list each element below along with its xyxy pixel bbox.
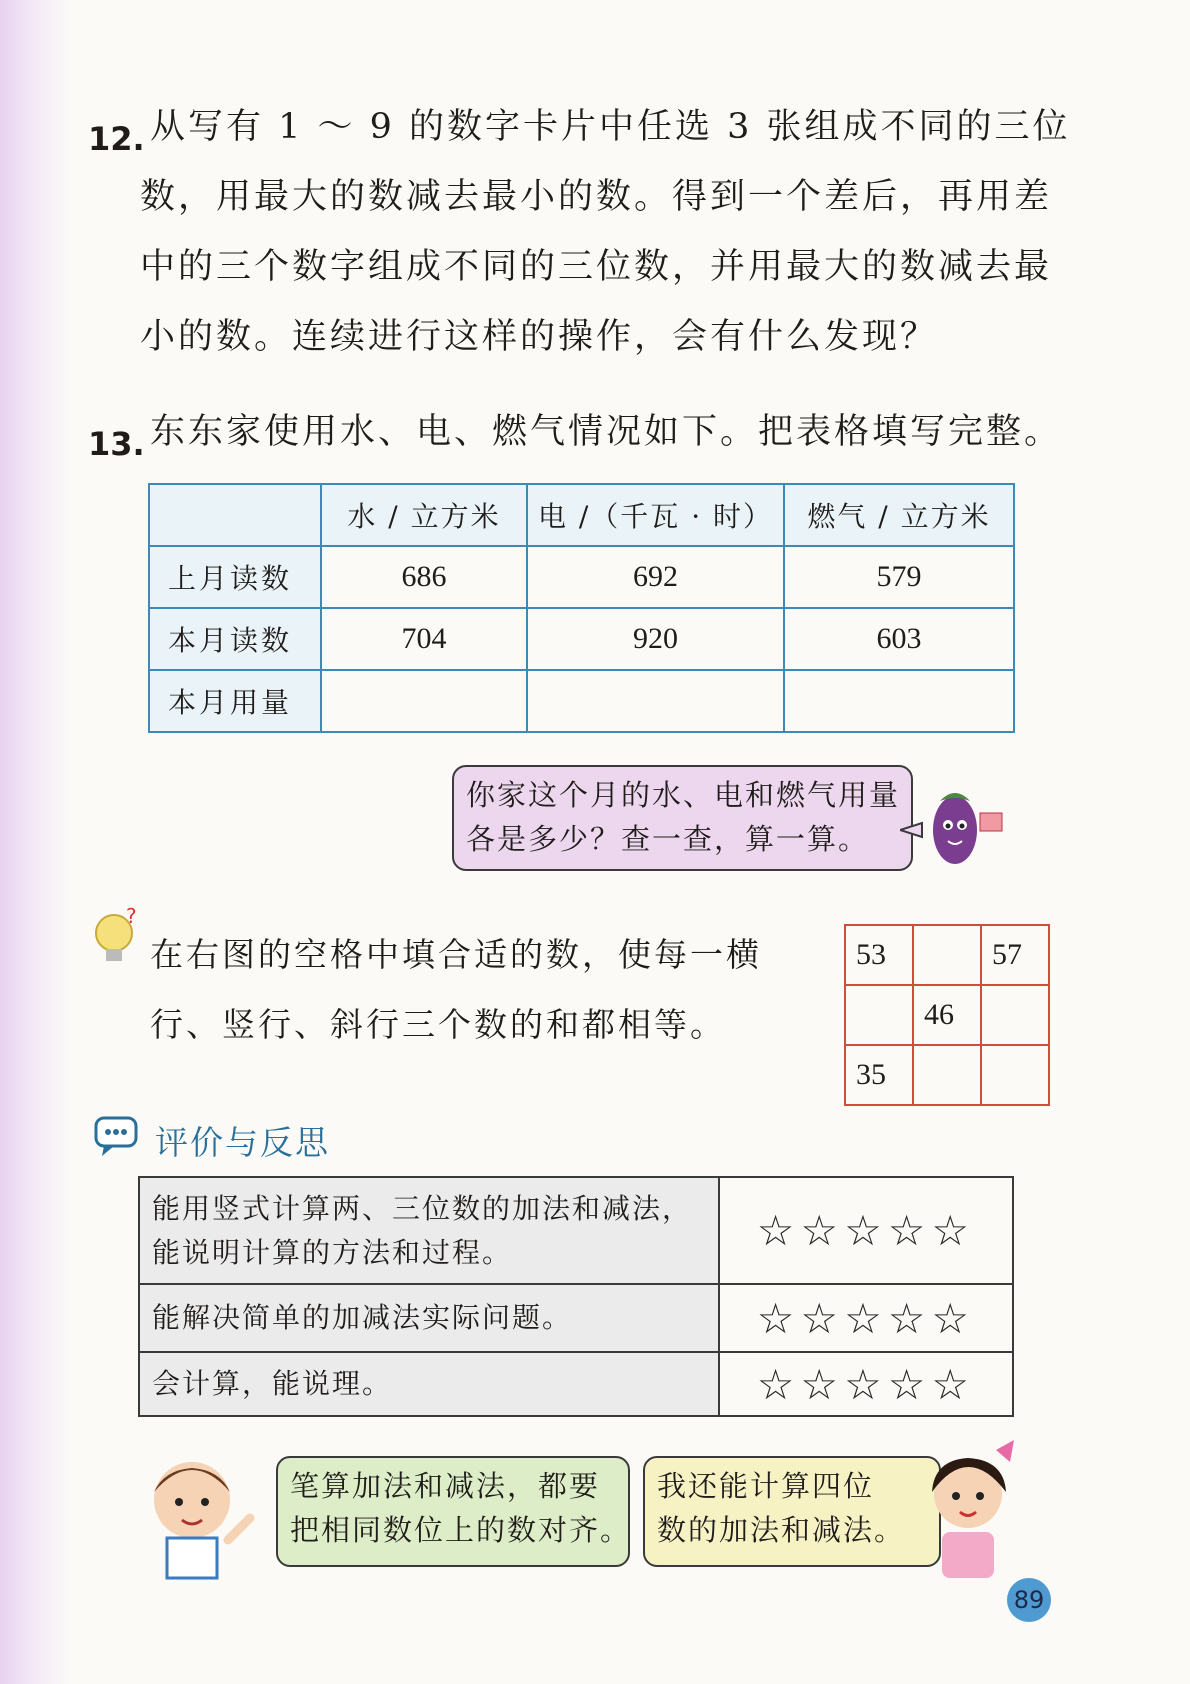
cell-electricity-this: 920 [527, 608, 784, 670]
table-row [149, 608, 1014, 670]
cell-gas-usage-blank[interactable] [784, 670, 1014, 732]
criterion-line: 能用竖式计算两、三位数的加法和减法， [152, 1191, 693, 1225]
bubble-line-2: 各是多少？查一查，算一算。 [466, 822, 870, 856]
table-row [149, 670, 1014, 732]
eggplant-speech-bubble [452, 765, 913, 871]
criterion-cell [139, 1177, 719, 1284]
grid-cell: 57 [981, 925, 1049, 985]
cell-electricity-last: 692 [527, 546, 784, 608]
problem-13-number: 13. [88, 425, 145, 463]
svg-text:?: ? [126, 905, 137, 928]
evaluation-title: 评价与反思 [155, 1123, 330, 1162]
grid-cell-blank[interactable] [981, 1045, 1049, 1105]
grid-row [845, 925, 1049, 985]
star-rating[interactable]: ☆☆☆☆☆ [719, 1352, 1013, 1416]
table-row [139, 1352, 1013, 1416]
grid-cell: 35 [845, 1045, 913, 1105]
cell-electricity-usage-blank[interactable] [527, 670, 784, 732]
grid-cell: 53 [845, 925, 913, 985]
utility-usage-table [148, 483, 1015, 733]
page-number: 89 [1007, 1578, 1051, 1622]
problem-12-line-2: 数，用最大的数减去最小的数。得到一个差后，再用差 [140, 177, 1053, 217]
header-gas: 燃气 / 立方米 [784, 484, 1014, 546]
header-electricity: 电 /（千瓦 · 时） [527, 484, 784, 546]
cell-gas-last: 579 [784, 546, 1014, 608]
cell-gas-this: 603 [784, 608, 1014, 670]
grid-cell-blank[interactable] [913, 1045, 981, 1105]
book-spine-shadow [0, 0, 70, 1684]
lightbulb-idea-icon [92, 905, 142, 975]
bubble-line-1: 笔算加法和减法，都要 [290, 1469, 601, 1503]
grid-cell-blank[interactable] [981, 985, 1049, 1045]
table-corner-cell [149, 484, 321, 546]
girl-speech-bubble [643, 1456, 941, 1567]
boy-speech-bubble [276, 1456, 630, 1567]
criterion-line: 会计算，能说理。 [152, 1367, 393, 1400]
problem-12-line-3: 中的三个数字组成不同的三位数，并用最大的数减去最 [140, 247, 1053, 287]
problem-12-line-1: 从写有 1 ～ 9 的数字卡片中任选 3 张组成不同的三位 [150, 107, 1071, 147]
row-label-usage: 本月用量 [149, 670, 321, 732]
star-rating[interactable]: ☆☆☆☆☆ [719, 1177, 1013, 1284]
boy-character-icon [132, 1440, 262, 1580]
eggplant-mascot-icon [900, 775, 1010, 875]
grid-cell-blank[interactable] [845, 985, 913, 1045]
puzzle-line-1: 在右图的空格中填合适的数，使每一横 [150, 935, 762, 974]
row-label-last-month: 上月读数 [149, 546, 321, 608]
star-rating[interactable]: ☆☆☆☆☆ [719, 1284, 1013, 1352]
criterion-cell [139, 1284, 719, 1352]
magic-square-grid [844, 924, 1050, 1106]
evaluation-table [138, 1176, 1014, 1417]
problem-12-number: 12. [88, 120, 145, 158]
table-row [139, 1284, 1013, 1352]
puzzle-instructions [150, 920, 790, 1060]
criterion-cell [139, 1352, 719, 1416]
grid-row [845, 1045, 1049, 1105]
puzzle-line-2: 行、竖行、斜行三个数的和都相等。 [150, 1005, 726, 1044]
bubble-line-2: 把相同数位上的数对齐。 [290, 1513, 632, 1547]
girl-character-icon [918, 1432, 1028, 1582]
table-header-row [149, 484, 1014, 546]
criterion-line: 能说明计算的方法和过程。 [152, 1235, 513, 1269]
cell-water-usage-blank[interactable] [321, 670, 527, 732]
row-label-this-month: 本月读数 [149, 608, 321, 670]
bubble-line-1: 你家这个月的水、电和燃气用量 [466, 778, 901, 812]
problem-12-line-4: 小的数。连续进行这样的操作，会有什么发现？ [140, 317, 939, 357]
grid-row [845, 985, 1049, 1045]
header-water: 水 / 立方米 [321, 484, 527, 546]
bubble-line-1: 我还能计算四位 [657, 1469, 875, 1503]
cell-water-this: 704 [321, 608, 527, 670]
bubble-line-2: 数的加法和减法。 [657, 1513, 906, 1547]
grid-cell: 46 [913, 985, 981, 1045]
problem-12 [88, 92, 1071, 382]
cell-water-last: 686 [321, 546, 527, 608]
problem-13 [88, 397, 1063, 467]
criterion-line: 能解决简单的加减法实际问题。 [152, 1301, 573, 1334]
table-row [139, 1177, 1013, 1284]
problem-13-text: 东东家使用水、电、燃气情况如下。把表格填写完整。 [150, 412, 1063, 452]
table-row [149, 546, 1014, 608]
grid-cell-blank[interactable] [913, 925, 981, 985]
speech-chat-icon [92, 1112, 142, 1158]
